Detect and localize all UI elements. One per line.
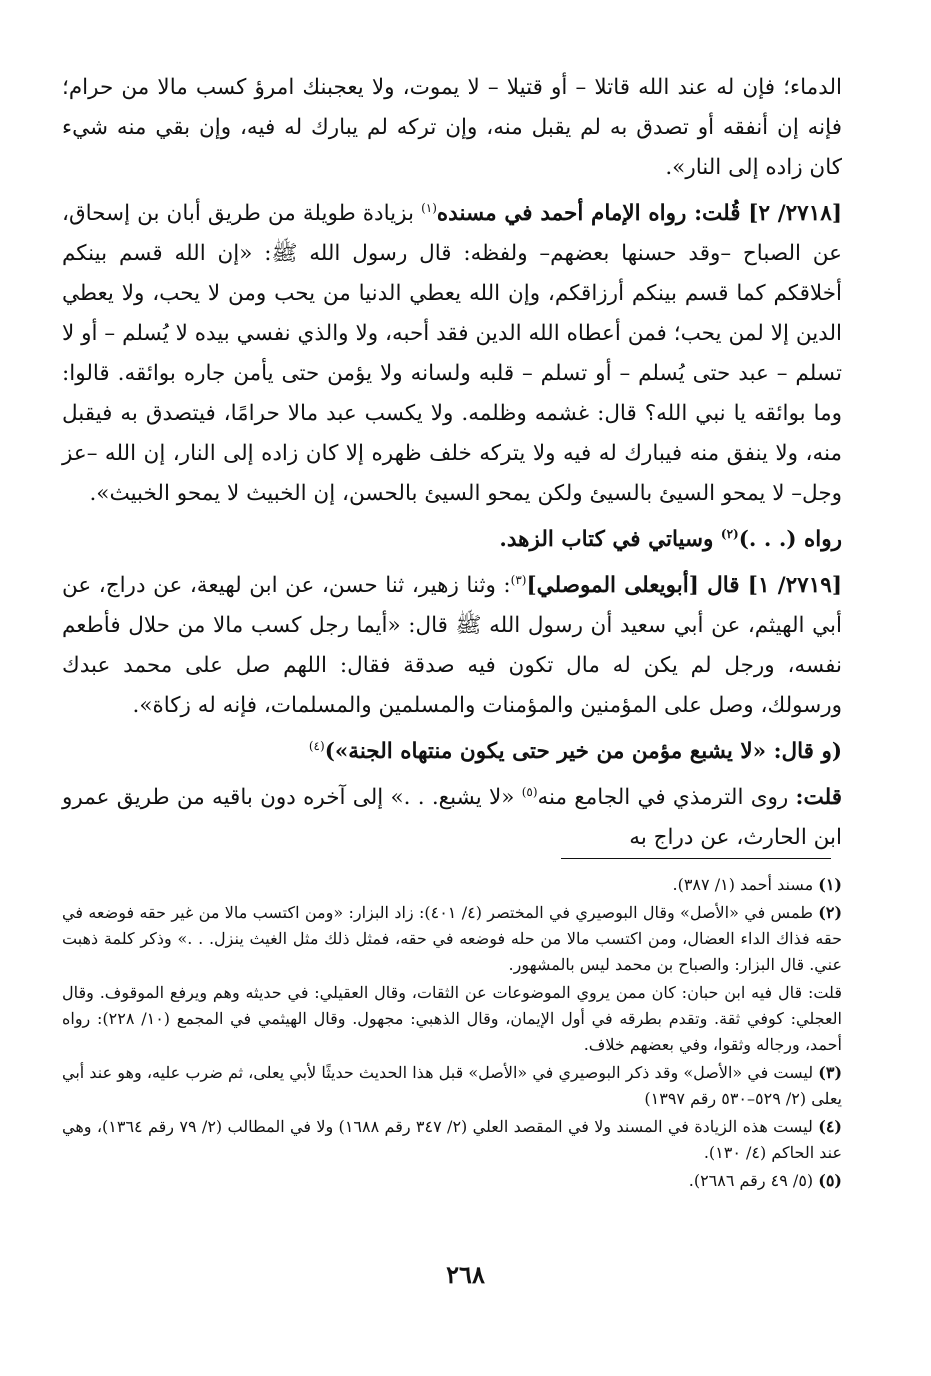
footnote-ref-1[interactable]: (١) bbox=[421, 200, 437, 215]
paragraph-6 bbox=[62, 778, 842, 858]
main-text bbox=[62, 68, 842, 864]
paragraph-1: الدماء؛ فإن له عند الله قاتلا – أو قتيلا – لا يموت، ولا يعجبنك امرؤ كسب مالا من حرام؛ فإنه إن أنفقه أو تصدق به لم يقبل منه، وإن تركه لم يبارك له فيه، وإن بقي منه شيء كان زاده إلى النار». bbox=[62, 75, 842, 180]
footnote-1: (١) مسند أحمد (١/ ٣٨٧). bbox=[672, 875, 842, 894]
comment-lead: قلت: bbox=[795, 785, 842, 810]
footnote-4: (٤) ليست هذه الزيادة في المسند ولا في المقصد العلي (٢/ ٣٤٧ رقم ١٦٨٨) ولا في المطالب (٢/ ٧٩ رقم ١٣٦٤)، وهي عند الحاكم (٤/ ١٣٠). bbox=[62, 1117, 842, 1162]
paragraph-5 bbox=[62, 732, 842, 772]
comment-text-a: روى الترمذي في الجامع منه bbox=[537, 785, 796, 810]
paragraph-3 bbox=[62, 520, 842, 560]
page-number: ٢٦٨ bbox=[446, 1260, 485, 1289]
footnote-ref-2[interactable]: (٢) bbox=[720, 526, 739, 541]
zuhd-reference: وسياتي في كتاب الزهد. bbox=[499, 527, 721, 552]
footnote-ref-4[interactable]: (٤) bbox=[308, 738, 325, 753]
comment-text-b: «لا يشبع. . .» إلى آخره دون باقيه من طريق عمرو ابن الحارث، عن دراج به bbox=[62, 785, 842, 850]
addition-text: (و قال: «لا يشبع مؤمن من خير حتى يكون منتهاه الجنة») bbox=[324, 739, 842, 764]
footnote-2-continued: قلت: قال فيه ابن حبان: كان ممن يروي الموضوعات عن الثقات، وقال العقيلي: في حديثه وهم ويرفع الموقوف. وقال العجلي: كوفي ثقة. وتقدم بطرقه في أول الإيمان، وقال الذهبي: مجهول. وقال الهيثمي في المجمع (١٠/ ٢٢٨): رواه أحمد، ورجاله وثقوا، وفي بعضهم خلاف. bbox=[62, 983, 843, 1054]
paragraph-2 bbox=[62, 194, 842, 514]
narration-note: رواه (. . .) bbox=[738, 527, 842, 552]
hadith-2719-heading: [٢٧١٩/ ١] قال [أبويعلى الموصلي] bbox=[526, 573, 842, 598]
hadith-2718-heading: [٢٧١٨/ ٢] قُلت: رواه الإمام أحمد في مسنده bbox=[436, 201, 842, 226]
footnotes bbox=[62, 872, 842, 1196]
footnote-3: (٣) ليست في «الأصل» وقد ذكر البوصيري في «الأصل» قبل هذا الحديث حديثًا لأبي يعلى، ثم ضرب عليه، وهو عند أبي يعلى (٢/ ٥٢٩–٥٣٠ رقم ١٣٩٧) bbox=[62, 1063, 843, 1108]
hadith-2719-text: : وثنا زهير، ثنا حسن، عن ابن لهيعة، عن دراج، عن أبي الهيثم، عن أبي سعيد أن رسول الله ﷺ قال: «أيما رجل كسب مالا من حلال فأطعم نفسه، ورجل لم يكن له مال تكون فيه صدقة فقال: اللهم صل على محمد عبدك ورسولك، وصل على المؤمنين والمؤمنات والمسلمين والمسلمات، فإنه له زكاة». bbox=[62, 573, 842, 718]
hadith-2718-text: بزيادة طويلة من طريق أبان بن إسحاق، عن الصباح –وقد حسنها بعضهم– ولفظه: قال رسول الله ﷺ: «إن الله قسم بينكم أخلاقكم كما قسم بينكم أرزاقكم، وإن الله يعطي الدنيا من يحب ومن لا يحب، ولا يعطي الدين إلا لمن يحب؛ فمن أعطاه الله الدين فقد أحبه، ولا والذي نفسي بيده لا يُسلم – أو لا تسلم – عبد حتى يُسلم – أو تسلم – قلبه ولسانه ولا يؤمن حتى يأمن جاره بوائقه. قالوا: وما بوائقه يا نبي الله؟ قال: غشمه وظلمه. ولا يكسب عبد مالا حرامًا، فيتصدق به فيقبل منه، ولا ينفق منه فيبارك له فيه ولا يتركه خلف ظهره إلا كان زاده إلى النار، إن الله –عز وجل– لا يمحو السيئ بالسيئ ولكن يمحو السيئ بالحسن، إن الخبيث لا يمحو الخبيث». bbox=[62, 201, 842, 506]
footnote-divider bbox=[561, 858, 831, 859]
footnote-ref-3[interactable]: (٣) bbox=[510, 572, 527, 587]
footnote-2: (٢) طمس في «الأصل» وقال البوصيري في المختصر (٤/ ٤٠١): زاد البزار: «ومن اكتسب مالا من غير حقه فوضعه في حقه فذاك الداء العضال، ومن اكتسب مالا من حله فوضعه في حقه، فمثل ذلك مثل الغيث ينزل. . .» وذكر كلمة ذهبت عني. قال البزار: والصباح بن محمد ليس بالمشهور. bbox=[62, 903, 843, 974]
paragraph-4 bbox=[62, 566, 842, 726]
footnote-5: (٥) (٥/ ٤٩ رقم ٢٦٨٦). bbox=[688, 1171, 842, 1190]
footnote-ref-5[interactable]: (٥) bbox=[521, 784, 538, 799]
